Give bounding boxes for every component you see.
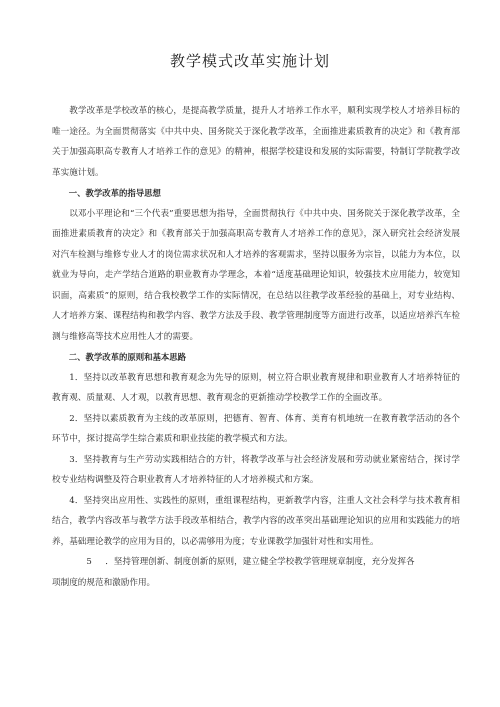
section-1-paragraph: 以邓小平理论和“三个代表”重要思想为指导，全面贯彻执行《中共中央、国务院关于深化教学改革，全面推进素质教育的决定》和《教育部关于加强高职高专教育人才培养工作的意见》，深入研究社会经济发展对汽车检测与维修专业人才的岗位需求状况和人才培养的客观需求，坚持以服务为宗旨，以能力为本位，以就业为导向，走产学结合道路的职业教育办学理念，本着“适度基础理论知识，较强技术应用能力，较宽知识面，高素质”的原则，结合我校教学工作的实际情况，在总结以往教学改革经验的基础上，对专业结构、人才培养方案、课程结构和教学内容、教学方法及手段、教学管理制度等方面进行改革，以适应培养汽车检测与维修高等技术应用性人才的需要。 bbox=[52, 208, 460, 342]
section-1-heading: 一、教学改革的指导思想 bbox=[68, 188, 161, 198]
document-title: 教学模式改革实施计划 bbox=[169, 52, 330, 70]
principle-item-5-continuation: 项制度的规范和激励作用。 bbox=[52, 577, 156, 588]
principle-item-2: 2．坚持以素质教育为主线的改革原则，把德育、智育、体育、美育有机地统一在教育教学活动的各个环节中，探讨提高学生综合素质和职业技能的教学模式和方法。 bbox=[52, 413, 460, 444]
document-body bbox=[52, 101, 460, 593]
principle-item-5-text: ．坚持管理创新、制度创新的原则，建立健全学校教学管理规章制度，充分发挥各 bbox=[105, 557, 415, 567]
principle-item-3: 3．坚持教育与生产劳动实践相结合的方针，将教学改革与社会经济发展和劳动就业紧密结合，探讨学校专业结构调整及符合职业教育人才培养特征的人才培养模式和方案。 bbox=[52, 454, 460, 485]
section-2-heading: 二、教学改革的原则和基本思路 bbox=[68, 352, 187, 362]
principle-item-4: 4．坚持突出应用性、实践性的原则，重组课程结构，更新教学内容，注重人文社会科学与技术教育相结合，教学内容改革与教学方法手段改革相结合，教学内容的改革突出基础理论知识的应用和实践能力的培养，基础理论教学的应用为目的，以必需够用为度；专业课教学加强针对性和实用性。 bbox=[52, 495, 460, 547]
principle-item-5 bbox=[52, 552, 460, 573]
principle-item-1: 1．坚持以改革教育思想和教育观念为先导的原则，树立符合职业教育规律和职业教育人才培养特征的教育观、质量观、人才观，以教育思想、教育观念的更新推动学校教学工作的全面改革。 bbox=[52, 372, 460, 403]
principle-item-5-number: 5 bbox=[86, 557, 92, 567]
intro-paragraph: 教学改革是学校改革的核心，是提高教学质量，提升人才培养工作水平，顺利实现学校人才培养目标的唯一途径。为全面贯彻落实《中共中央、国务院关于深化教学改革，全面推进素质教育的决定》和《教育部关于加强高职高专教育人才培养工作的意见》的精神，根据学校建设和发展的实际需要，特制订学院教学改革实施计划。 bbox=[52, 106, 460, 178]
